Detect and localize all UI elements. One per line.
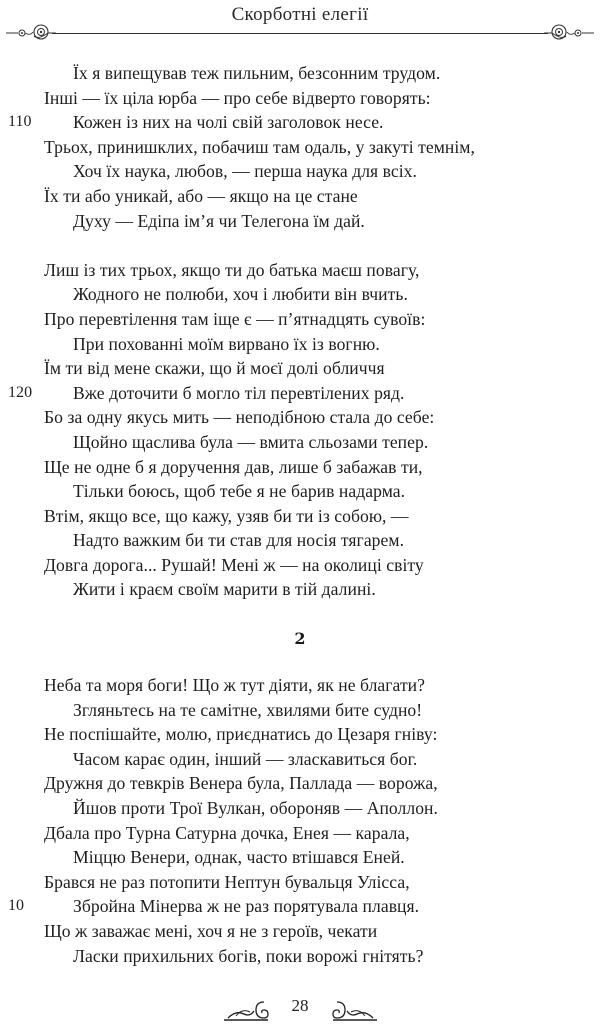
- verse-line: [0, 673, 600, 698]
- page-footer: [0, 996, 600, 1026]
- verse-text: Інші — їх ціла юрба — про себе відверто говорять:: [44, 87, 431, 108]
- verse-line: [0, 110, 600, 135]
- verse-line: [0, 405, 600, 430]
- verse-line: [0, 258, 600, 283]
- verse-line: [0, 356, 600, 381]
- stanza: [0, 61, 600, 233]
- verse-text: Втім, якщо все, що кажу, узяв би ти із собою, —: [44, 505, 409, 526]
- verse-text: Жити і краєм своїм марити в тій далині.: [73, 579, 376, 600]
- line-number: 110: [8, 113, 32, 131]
- scroll-ornament-right-icon: [544, 22, 594, 44]
- verse-text: Надто важким би ти став для носія тягарем.: [73, 530, 405, 551]
- stanza: [0, 258, 600, 602]
- verse-text: Лиш із тих трьох, якщо ти до батька маєш повагу,: [44, 259, 420, 280]
- verse-line: [0, 870, 600, 895]
- verse-line: [0, 845, 600, 870]
- verse-text: Їх я випещував теж пильним, безсонним трудом.: [73, 63, 441, 83]
- verse-text: Хоч їх наука, любов, — перша наука для всіх.: [73, 161, 417, 182]
- verse-line: [0, 747, 600, 772]
- verse-text: Не поспішайте, молю, приєднатись до Цезаря гніву:: [44, 724, 438, 745]
- verse-line: [0, 553, 600, 578]
- verse-line: [0, 455, 600, 480]
- verse-text: Ще не одне б я доручення дав, лише б забажав ти,: [44, 456, 423, 477]
- page-number: 28: [291, 996, 309, 1015]
- verse-text: Тільки боюсь, щоб тебе я не барив надарма.: [73, 481, 406, 502]
- scroll-ornament-left-icon: [6, 22, 56, 44]
- running-title: Скорботні елегії: [231, 4, 369, 25]
- verse-text: Міццю Венери, однак, часто втішався Еней.: [73, 847, 405, 868]
- verse-text: Бо за одну якусь мить — неподібною стала до себе:: [44, 407, 435, 428]
- verse-text: Неба та моря боги! Що ж тут діяти, як не благати?: [44, 675, 426, 696]
- verse-text: Жодного не полюби, хоч і любити він вчить.: [73, 284, 408, 305]
- page-header: [0, 0, 600, 50]
- verse-line: [0, 282, 600, 307]
- verse-text: Йшов проти Трої Вулкан, обороняв — Аполлон.: [73, 798, 438, 819]
- verse-line: [0, 919, 600, 944]
- verse-line: [0, 430, 600, 455]
- stanza: [0, 673, 600, 968]
- verse-line: [0, 135, 600, 160]
- verse-text: Дружня до тевкрів Венера була, Паллада — ворожа,: [44, 773, 438, 794]
- verse-line: [0, 209, 600, 234]
- verse-text: Їм ти від мене скажи, що й моєї долі обличчя: [44, 358, 385, 379]
- verse-line: [0, 528, 600, 553]
- verse-text: Щойно щаслива була — вмита сльозами тепер.: [73, 431, 429, 452]
- verse-text: Духу — Едіпа ім’я чи Телегона їм дай.: [73, 210, 365, 231]
- verse-text: Дбала про Турна Сатурна дочка, Енея — карала,: [44, 822, 410, 843]
- stanza-gap: [0, 233, 600, 258]
- header-rule: [52, 33, 548, 34]
- verse-line: [0, 698, 600, 723]
- verse-line: [0, 821, 600, 846]
- verse-text: Часом карає один, інший — зласкавиться бог.: [73, 748, 418, 769]
- verse-text: Вже доточити б могло тіл перевтілених ряд.: [73, 382, 405, 403]
- verse-line: [0, 86, 600, 111]
- verse-text: Що ж заважає мені, хоч я не з героїв, чекати: [44, 921, 378, 941]
- verse-line: [0, 332, 600, 357]
- verse-line: [0, 479, 600, 504]
- verse-line: [0, 381, 600, 406]
- verse-text: При похованні моїм вирвано їх із вогню.: [73, 333, 380, 354]
- verse-text: Трьох, принишклих, побачиш там одаль, у закуті темнім,: [44, 136, 475, 157]
- verse-text: Згляньтесь на те самітне, хвилями бите судно!: [73, 699, 423, 720]
- verse-text: Кожен із них на чолі свій заголовок несе.: [73, 112, 384, 133]
- verse-text: Їх ти або уникай, або — якщо на це стане: [44, 185, 358, 206]
- verse-text: Брався не раз потопити Нептун бувальця Улісса,: [44, 871, 410, 892]
- line-number: 10: [8, 897, 25, 915]
- verse-text: Довга дорога... Рушай! Мені ж — на околиці світу: [44, 554, 424, 575]
- verse-text: Ласки прихильних богів, поки ворожі гнітять?: [73, 945, 424, 966]
- verse-line: [0, 771, 600, 796]
- line-number: 120: [8, 383, 33, 401]
- verse-line: [0, 894, 600, 919]
- verse-line: [0, 307, 600, 332]
- verse-line: [0, 159, 600, 184]
- section-number: 2: [294, 629, 306, 649]
- verse-line: [0, 722, 600, 747]
- poem-body: [0, 61, 600, 968]
- verse-line: [0, 504, 600, 529]
- flourish-right-icon: [331, 998, 379, 1022]
- verse-text: Збройна Мінерва ж не раз порятувала плавця.: [73, 896, 420, 917]
- verse-line: [0, 61, 600, 86]
- verse-line: [0, 184, 600, 209]
- verse-line: [0, 944, 600, 969]
- verse-text: Про перевтілення там іще є — п’ятнадцять сувоїв:: [44, 308, 426, 329]
- verse-line: [0, 796, 600, 821]
- verse-line: [0, 577, 600, 602]
